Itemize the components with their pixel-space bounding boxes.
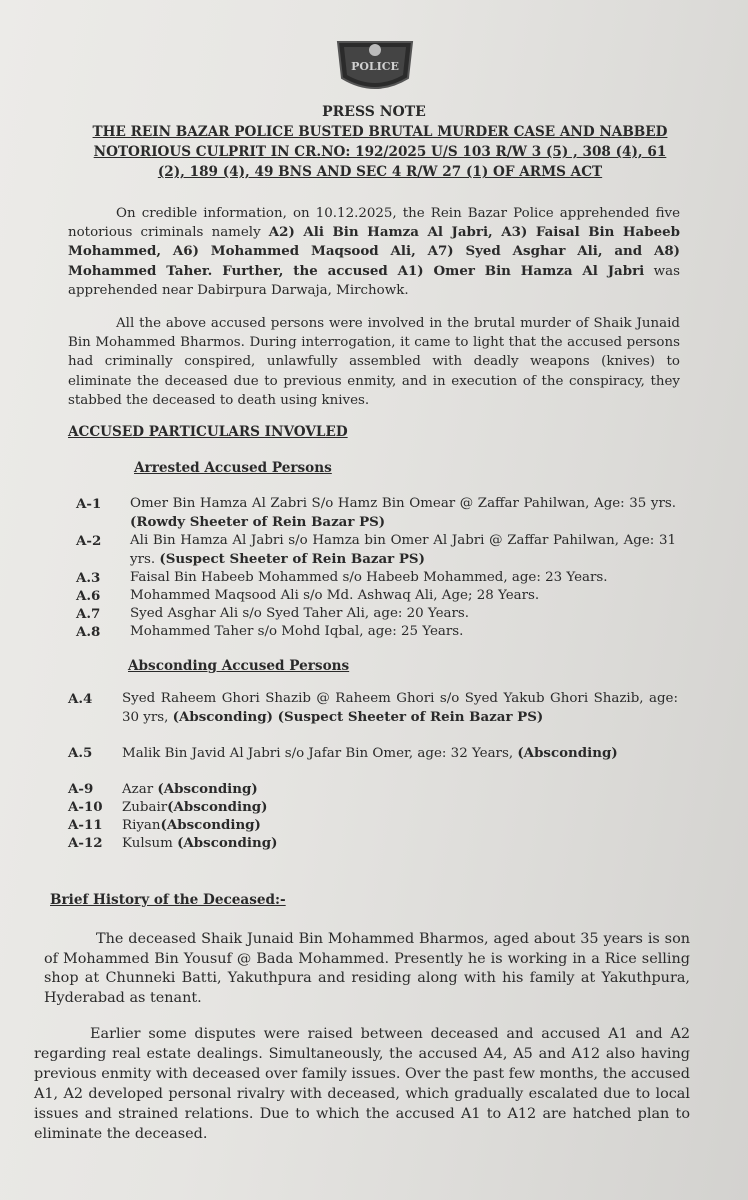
accused-status: (Absconding) (Suspect Sheeter of Rein Bazar PS) bbox=[172, 709, 544, 725]
accused-code: A-2 bbox=[76, 533, 102, 549]
accused-details: Azar (Absconding) bbox=[122, 781, 258, 797]
accused-details: Riyan(Absconding) bbox=[122, 817, 261, 833]
accused-code: A-9 bbox=[68, 781, 94, 797]
accused-code: A.4 bbox=[68, 691, 93, 707]
interrogation-paragraph: All the above accused persons were involved in the brutal murder of Shaik Junaid Bin Mohammed Bharmos. During interrogation, it came to light that the accused persons had criminally conspired, unlawfully assembled with deadly weapons (knives) to eliminate the deceased due to previous enmity, and in execution of the conspiracy, they stabbed the deceased to death using knives. bbox=[68, 316, 680, 408]
accused-code: A-11 bbox=[68, 817, 103, 833]
accused-status: (Rowdy Sheeter of Rein Bazar PS) bbox=[130, 514, 386, 530]
accused-status: (Absconding) bbox=[517, 745, 618, 761]
history-paragraph-1: The deceased Shaik Junaid Bin Mohammed Bharmos, aged about 35 years is son of Mohammed Bin Yousuf @ Bada Mohammed. Presently he is working in a Rice selling shop at Chunneki Batti, Yakuthpura and residing along with his family at Yakuthpura, Hyderabad as tenant. bbox=[44, 931, 690, 1006]
accused-details: Zubair(Absconding) bbox=[122, 799, 268, 815]
intro-paragraph: On credible information, on 10.12.2025, the Rein Bazar Police apprehended five notorious criminals namely A2) Ali Bin Hamza Al Jabri, A3) Faisal Bin Habeeb Mohammed, A6) Mohammed Maqsood Ali, A7) Syed Asghar Ali, and A8) Mohammed Taher. Further, the accused A1) Omer Bin Hamza Al Jabri was apprehended near Dabirpura Darwaja, Mirchowk. bbox=[68, 206, 681, 298]
accused-details: Syed Raheem Ghori Shazib @ Raheem Ghori s/o Syed Yakub Ghori Shazib, age: 30 yrs, (Absconding) (Suspect Sheeter of Rein Bazar PS) bbox=[122, 691, 678, 725]
accused-code: A.6 bbox=[76, 588, 101, 604]
document-title: THE REIN BAZAR POLICE BUSTED BRUTAL MURDER CASE AND NABBED NOTORIOUS CULPRIT IN CR.NO: 192/2025 U/S 103 R/W 3 (5) , 308 (4), 61 (2), 189 (4), 49 BNS AND SEC 4 R/W 27 (1) OF ARMS ACT bbox=[92, 124, 668, 180]
history-paragraph-2: Earlier some disputes were raised between deceased and accused A1 and A2 regarding real estate dealings. Simultaneously, the accused A4, A5 and A12 also having previous enmity with deceased over family issues. Over the past few months, the accused A1, A2 developed personal rivalry with deceased, which gradually escalated due to local issues and strained relations. Due to which the accused A1 to A12 are hatched plan to eliminate the deceased. bbox=[34, 1026, 690, 1142]
accused-details: Malik Bin Javid Al Jabri s/o Jafar Bin Omer, age: 32 Years, (Absconding) bbox=[122, 745, 618, 761]
accused-code: A.3 bbox=[76, 570, 101, 586]
accused-details: Syed Asghar Ali s/o Syed Taher Ali, age: 20 Years. bbox=[130, 606, 470, 621]
accused-details: Kulsum (Absconding) bbox=[122, 835, 278, 851]
accused-code: A-1 bbox=[76, 496, 102, 512]
accused-details: Mohammed Maqsood Ali s/o Md. Ashwaq Ali, Age; 28 Years. bbox=[130, 588, 540, 603]
accused-code: A-12 bbox=[68, 835, 103, 851]
police-logo-icon bbox=[330, 38, 420, 96]
accused-status: (Absconding) bbox=[167, 799, 268, 815]
accused-status: (Absconding) bbox=[160, 817, 261, 833]
accused-status: (Absconding) bbox=[157, 781, 258, 797]
press-note-heading: PRESS NOTE bbox=[322, 104, 426, 120]
accused-details: Faisal Bin Habeeb Mohammed s/o Habeeb Mohammed, age: 23 Years. bbox=[130, 570, 608, 585]
accused-status: (Suspect Sheeter of Rein Bazar PS) bbox=[159, 551, 425, 567]
accused-details: Mohammed Taher s/o Mohd Iqbal, age: 25 Years. bbox=[130, 624, 464, 639]
accused-code: A.8 bbox=[76, 624, 101, 640]
accused-code: A.5 bbox=[68, 745, 93, 761]
accused-particulars-heading: ACCUSED PARTICULARS INVOVLED bbox=[68, 424, 348, 440]
accused-status: (Absconding) bbox=[177, 835, 278, 851]
arrested-heading: Arrested Accused Persons bbox=[134, 460, 332, 476]
accused-code: A-10 bbox=[68, 799, 103, 815]
accused-code: A.7 bbox=[76, 606, 101, 622]
accused-details: Ali Bin Hamza Al Jabri s/o Hamza bin Omer Al Jabri @ Zaffar Pahilwan, Age: 31 yrs. (Suspect Sheeter of Rein Bazar PS) bbox=[130, 533, 676, 567]
history-heading: Brief History of the Deceased:- bbox=[50, 892, 286, 908]
accused-details: Omer Bin Hamza Al Zabri S/o Hamz Bin Omear @ Zaffar Pahilwan, Age: 35 yrs. (Rowdy Sheeter of Rein Bazar PS) bbox=[130, 496, 676, 530]
svg-text:POLICE: POLICE bbox=[351, 60, 399, 73]
absconding-heading: Absconding Accused Persons bbox=[128, 658, 350, 674]
